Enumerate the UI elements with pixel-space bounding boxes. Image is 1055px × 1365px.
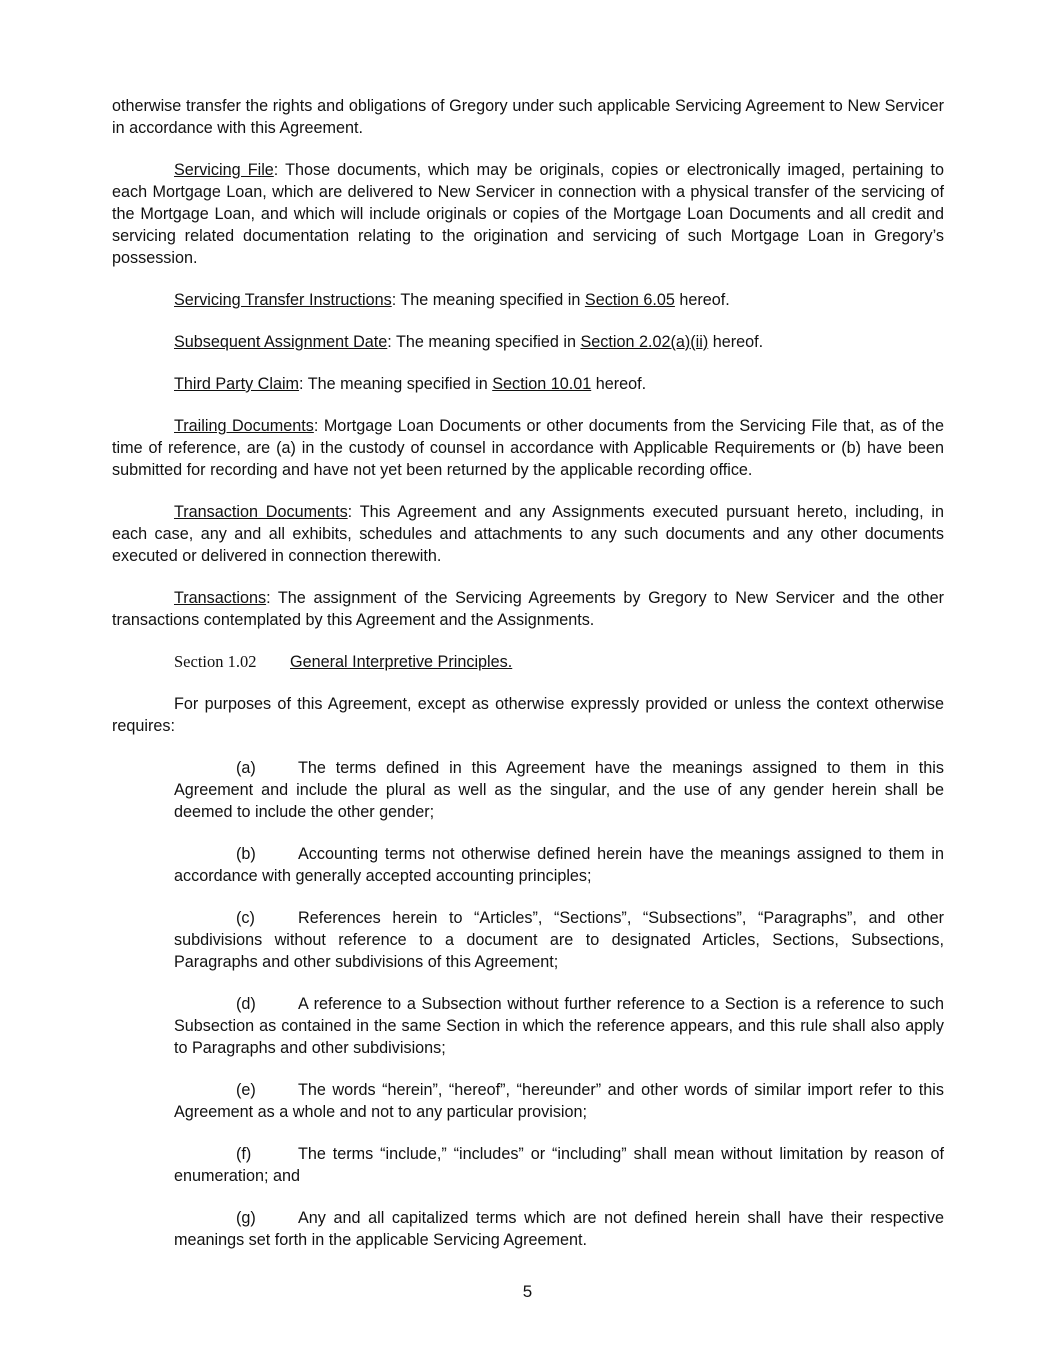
definition-text: : The assignment of the Servicing Agreements by Gregory to New Servicer and the other transactions contemplated by this Agreement and the Assignments. (112, 589, 944, 629)
item-label: (a) (236, 759, 256, 777)
item-text: References herein to “Articles”, “Sections”, “Subsections”, “Paragraphs”, and other subdivisions without reference to a document are to designated Articles, Sections, Subsections, Paragraphs and other subdivisions of this Agreement; (174, 909, 944, 971)
list-item (174, 757, 944, 823)
item-label: (c) (236, 909, 255, 927)
item-text: Accounting terms not otherwise defined herein have the meanings assigned to them in accordance with generally accepted accounting principles; (174, 845, 944, 885)
list-item (174, 1079, 944, 1123)
definition-text: hereof. (674, 291, 730, 309)
definition-subsequent-assignment-date (112, 331, 944, 353)
continuation-paragraph: otherwise transfer the rights and obligations of Gregory under such applicable Servicing Agreement to New Servicer in accordance with this Agreement. (112, 97, 944, 137)
definition-text: hereof. (591, 375, 647, 393)
section-heading (174, 651, 944, 673)
defined-term: Servicing Transfer Instructions (174, 291, 392, 309)
definition-text: : Those documents, which may be originals, copies or electronically imaged, pertaining to each Mortgage Loan, which are delivered to New Servicer in connection with a physical transfer of the servicing of the Mortgage Loan, and which will include originals or copies of the Mortgage Loan Documents and all credit and servicing related documentation relating to the origination and servicing of such Mortgage Loan in Gregory’s possession. (112, 161, 944, 267)
section-reference: Section 6.05 (584, 291, 675, 309)
item-label: (b) (236, 845, 256, 863)
definition-servicing-transfer-instructions (112, 289, 944, 311)
definition-servicing-file (112, 159, 944, 269)
defined-term: Transaction Documents (174, 503, 348, 521)
defined-term: Trailing Documents (174, 417, 314, 435)
item-text: Any and all capitalized terms which are not defined herein shall have their respective meanings set forth in the applicable Servicing Agreement. (174, 1209, 944, 1249)
item-text: The terms “include,” “includes” or “including” shall mean without limitation by reason of enumeration; and (174, 1145, 944, 1185)
item-text: A reference to a Subsection without further reference to a Section is a reference to such Subsection as contained in the same Section in which the reference appears, and this rule shall also apply to Paragraphs and other subdivisions; (174, 995, 944, 1057)
definition-text: : This Agreement and any Assignments executed pursuant hereto, including, in each case, any and all exhibits, schedules and attachments to any such documents and any other documents executed or delivered in connection therewith. (112, 503, 944, 565)
definition-text: : Mortgage Loan Documents or other documents from the Servicing File that, as of the time of reference, are (a) in the custody of counsel in accordance with Applicable Requirements or (b) have been submitted for recording and have not yet been returned by the applicable recording office. (112, 417, 945, 479)
item-label: (f) (236, 1145, 252, 1163)
definition-text: : The meaning specified in (299, 375, 493, 393)
definition-trailing-documents (112, 415, 944, 481)
section-reference: Section 2.02(a)(ii) (580, 333, 709, 351)
definition-third-party-claim (112, 373, 944, 395)
intro-paragraph: For purposes of this Agreement, except as otherwise expressly provided or unless the context otherwise requires: (112, 695, 944, 735)
document-page (112, 95, 944, 1271)
defined-term: Subsequent Assignment Date (174, 333, 388, 351)
definition-transactions (112, 587, 944, 631)
page-number: 5 (522, 1282, 533, 1301)
definition-text: : The meaning specified in (387, 333, 581, 351)
item-text: The terms defined in this Agreement have the meanings assigned to them in this Agreement and include the plural as well as the singular, and the use of any gender herein shall be deemed to include the other gender; (174, 759, 944, 821)
section-reference: Section 10.01 (492, 375, 592, 393)
section-number: Section 1.02 (174, 652, 257, 671)
item-label: (g) (236, 1209, 256, 1227)
item-text: The words “herein”, “hereof”, “hereunder” and other words of similar import refer to this Agreement as a whole and not to any particular provision; (174, 1081, 944, 1121)
definition-text: hereof. (708, 333, 764, 351)
defined-term: Servicing File (174, 161, 274, 179)
item-label: (d) (236, 995, 256, 1013)
defined-term: Third Party Claim (174, 375, 300, 393)
list-item (174, 1143, 944, 1187)
defined-term: Transactions (174, 589, 267, 607)
list-item (174, 907, 944, 973)
definition-transaction-documents (112, 501, 944, 567)
item-label: (e) (236, 1081, 256, 1099)
list-item (174, 993, 944, 1059)
list-item (174, 843, 944, 887)
definition-text: : The meaning specified in (391, 291, 585, 309)
list-item (174, 1207, 944, 1251)
section-title: General Interpretive Principles. (290, 653, 513, 671)
